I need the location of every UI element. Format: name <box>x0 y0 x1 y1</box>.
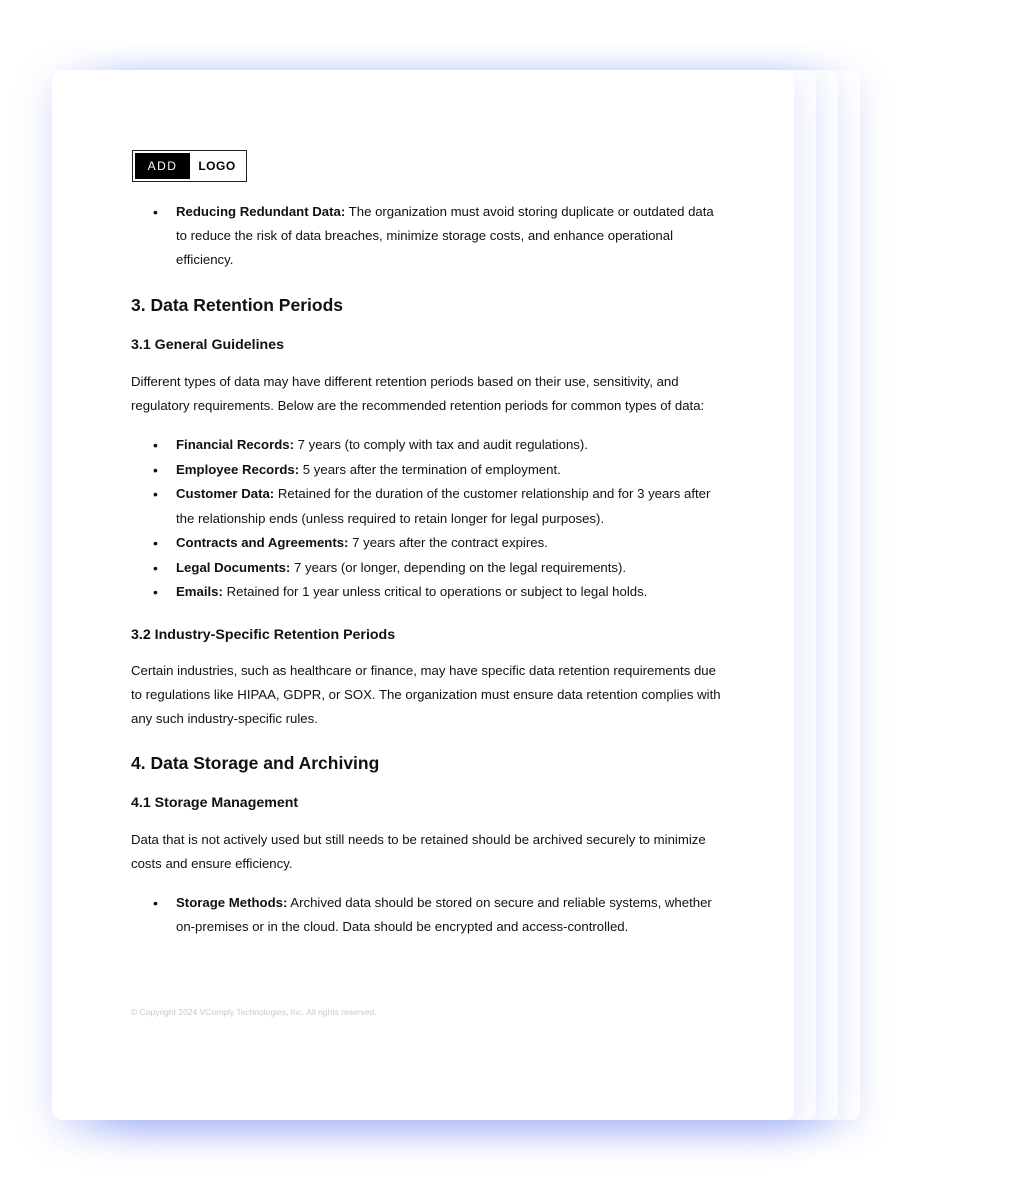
list-item-label: Financial Records: <box>176 437 294 452</box>
redundant-data-list <box>131 200 721 272</box>
logo-word-label: LOGO <box>198 159 236 173</box>
list-item <box>176 482 721 531</box>
logo-placeholder <box>132 150 247 182</box>
section-4-1-paragraph: Data that is not actively used but still needs to be retained should be archived securely to minimize costs and ensure efficiency. <box>131 831 706 871</box>
list-item-text: 7 years (or longer, depending on the legal requirements). <box>290 559 627 575</box>
list-item-text: Archived data should be stored on secure and reliable systems, whether on-premises or in the cloud. Data should be encrypted and access-controlled. <box>176 894 712 934</box>
list-item-label: Customer Data: <box>176 486 275 501</box>
list-item-label: Contracts and Agreements: <box>176 535 349 550</box>
list-item <box>176 458 721 483</box>
list-item <box>176 556 721 581</box>
list-item <box>176 200 721 272</box>
section-3-1-heading: 3.1 General Guidelines <box>131 337 284 353</box>
document-page <box>52 70 794 1120</box>
document-content <box>131 200 721 939</box>
list-item-text: The organization must avoid storing duplicate or outdated data to reduce the risk of data breaches, minimize storage costs, and enhance operational efficiency. <box>176 204 714 267</box>
copyright-footer: © Copyright 2024 VComply Technologies, Inc. All rights reserved. <box>131 1007 377 1017</box>
list-item-text: Retained for the duration of the customer relationship and for 3 years after the relationship ends (unless required to retain longer for legal purposes). <box>176 486 711 526</box>
list-item-text: Retained for 1 year unless critical to operations or subject to legal holds. <box>222 584 648 599</box>
logo-add-label: ADD <box>135 153 190 179</box>
list-item-text: 5 years after the termination of employment. <box>299 461 561 477</box>
list-item <box>176 891 721 939</box>
list-item-text: 7 years after the contract expires. <box>348 535 548 550</box>
list-item-label: Emails: <box>176 584 223 599</box>
section-3-heading: 3. Data Retention Periods <box>131 295 343 315</box>
list-item-label: Storage Methods: <box>176 894 288 910</box>
list-item-label: Legal Documents: <box>176 559 291 575</box>
list-item-label: Employee Records: <box>176 461 300 477</box>
list-item-text: 7 years (to comply with tax and audit regulations). <box>294 437 588 452</box>
section-4-heading: 4. Data Storage and Archiving <box>131 752 380 773</box>
list-item <box>176 531 721 556</box>
section-3-2-paragraph: Certain industries, such as healthcare or finance, may have specific data retention requirements due to regulations like HIPAA, GDPR, or SOX. The organization must ensure data retention complies with any such industry-specific rules. <box>131 662 721 726</box>
list-item <box>176 433 721 458</box>
section-3-1-paragraph: Different types of data may have different retention periods based on their use, sensitivity, and regulatory requirements. Below are the recommended retention periods for common types of data: <box>131 374 705 413</box>
section-4-1-heading: 4.1 Storage Management <box>131 794 299 811</box>
list-item <box>176 580 721 605</box>
retention-periods-list <box>131 433 721 605</box>
section-3-2-heading: 3.2 Industry-Specific Retention Periods <box>131 626 396 643</box>
storage-methods-list <box>131 891 721 939</box>
list-item-label: Reducing Redundant Data: <box>176 204 346 219</box>
